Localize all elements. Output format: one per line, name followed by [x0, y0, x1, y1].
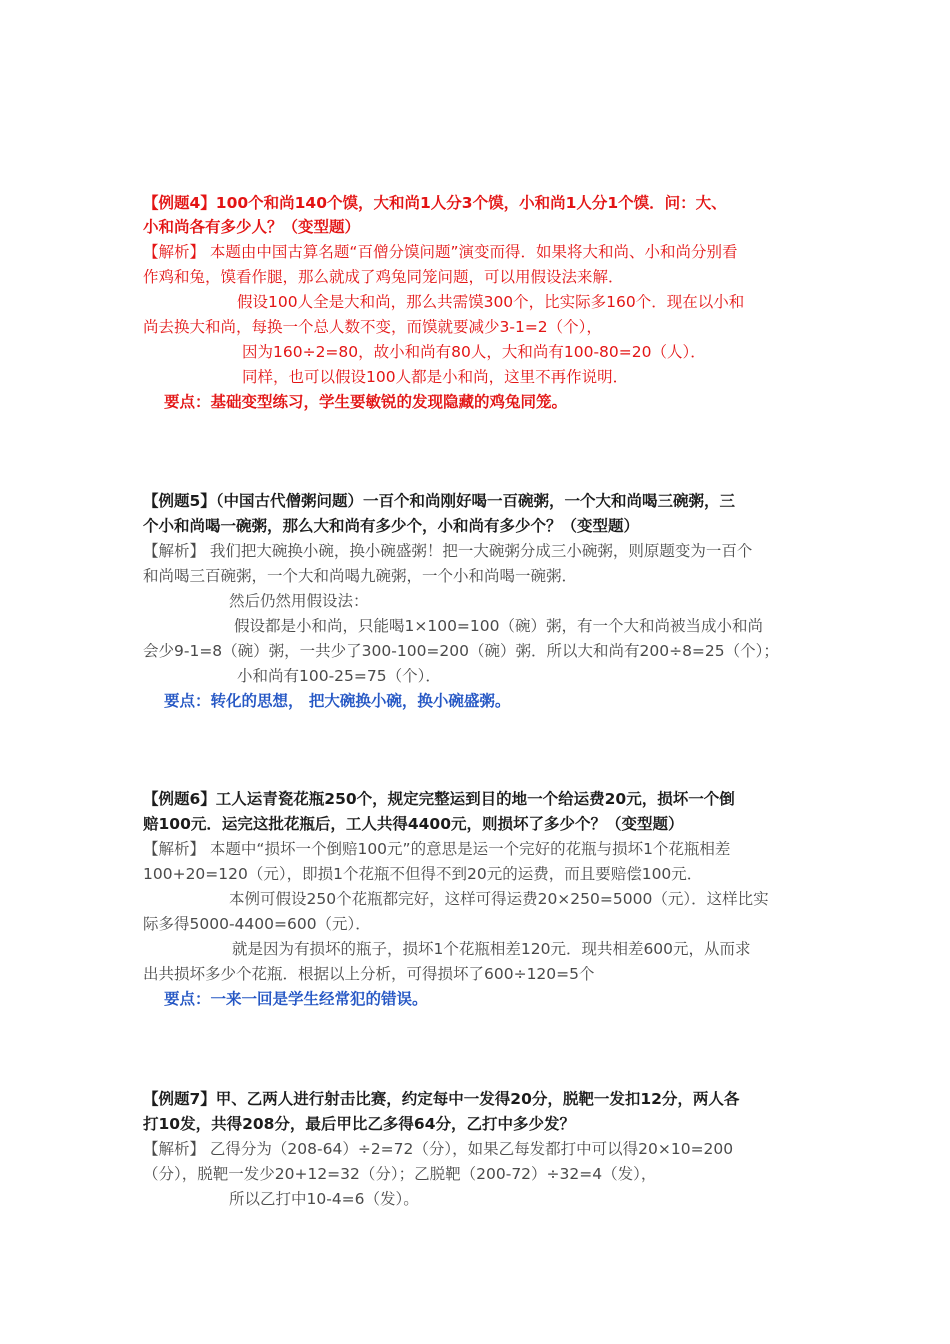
- ex6-key-point: 要点：一来一回是学生经常犯的错误。: [164, 990, 428, 1008]
- ex4-solution-line-4: 尚去换大和尚，每换一个总人数不变，而馍就要减少3-1=2（个），: [143, 318, 602, 336]
- ex4-solution-line-2: 作鸡和兔，馍看作腿，那么就成了鸡兔同笼问题，可以用假设法来解．: [143, 268, 624, 286]
- ex4-solution-line-6: 同样，也可以假设100人都是小和尚，这里不再作说明．: [242, 368, 629, 386]
- ex7-question-line-1: 【例题7】甲、乙两人进行射击比赛，约定每中一发得20分，脱靶一发扣12分，两人各: [143, 1090, 740, 1108]
- ex5-key-point: 要点：转化的思想， 把大碗换小碗，换小碗盛粥。: [164, 692, 511, 710]
- ex6-solution-line-6: 出共损坏多少个花瓶．根据以上分析，可得损坏了600÷120=5个: [143, 965, 595, 983]
- ex6-solution-line-5: 就是因为有损坏的瓶子，损坏1个花瓶相差120元．现共相差600元，从而求: [232, 940, 751, 958]
- ex7-solution-line-3: 所以乙打中10-4=6（发）。: [229, 1190, 419, 1208]
- ex5-solution-line-5: 会少9-1=8（碗）粥，一共少了300-100=200（碗）粥．所以大和尚有200÷8=25（个）；: [143, 642, 779, 660]
- ex4-question-line-1: 【例题4】100个和尚140个馍，大和尚1人分3个馍，小和尚1人分1个馍．问：大、: [143, 194, 727, 212]
- ex5-solution-line-3: 然后仍然用假设法：: [229, 592, 369, 610]
- ex5-question-line-1: 【例题5】（中国古代僧粥问题）一百个和尚刚好喝一百碗粥，一个大和尚喝三碗粥，三: [143, 492, 736, 510]
- ex6-question-line-1: 【例题6】工人运青瓷花瓶250个，规定完整运到目的地一个给运费20元，损坏一个倒: [143, 790, 735, 808]
- ex6-solution-line-1: 【解析】 本题中“损坏一个倒赔100元”的意思是运一个完好的花瓶与损坏1个花瓶相差: [143, 840, 731, 858]
- ex4-solution-line-1: 【解析】 本题由中国古算名题“百僧分馍问题”演变而得．如果将大和尚、小和尚分别看: [143, 243, 738, 261]
- ex4-solution-line-5: 因为160÷2=80，故小和尚有80人，大和尚有100-80=20（人）．: [242, 343, 706, 361]
- ex5-solution-line-1: 【解析】 我们把大碗换小碗，换小碗盛粥！把一大碗粥分成三小碗粥，则原题变为一百个: [143, 542, 753, 560]
- ex6-solution-line-3: 本例可假设250个花瓶都完好，这样可得运费20×250=5000（元）．这样比实: [229, 890, 769, 908]
- ex6-solution-line-4: 际多得5000-4400=600（元）．: [143, 915, 371, 933]
- ex5-question-line-2: 个小和尚喝一碗粥，那么大和尚有多少个，小和尚有多少个？（变型题）: [143, 517, 640, 535]
- ex5-solution-line-4: 假设都是小和尚，只能喝1×100=100（碗）粥，有一个大和尚被当成小和尚: [234, 617, 764, 635]
- ex7-solution-line-1: 【解析】 乙得分为（208-64）÷2=72（分），如果乙每发都打中可以得20×10=200: [143, 1140, 734, 1158]
- ex4-question-line-2: 小和尚各有多少人？（变型题）: [143, 218, 361, 236]
- ex7-solution-line-2: （分），脱靶一发少20+12=32（分）；乙脱靶（200-72）÷32=4（发），: [143, 1165, 657, 1183]
- ex5-solution-line-6: 小和尚有100-25=75（个）．: [237, 667, 441, 685]
- ex4-key-point: 要点：基础变型练习，学生要敏锐的发现隐藏的鸡兔同笼。: [164, 393, 568, 411]
- ex6-question-line-2: 赔100元．运完这批花瓶后，工人共得4400元，则损坏了多少个？（变型题）: [143, 815, 684, 833]
- ex6-solution-line-2: 100+20=120（元），即损1个花瓶不但得不到20元的运费，而且要赔偿100元．: [143, 865, 703, 883]
- ex7-question-line-2: 打10发，共得208分，最后甲比乙多得64分，乙打中多少发？: [143, 1115, 575, 1133]
- ex4-solution-line-3: 假设100人全是大和尚，那么共需馍300个，比实际多160个．现在以小和: [237, 293, 745, 311]
- ex5-solution-line-2: 和尚喝三百碗粥，一个大和尚喝九碗粥，一个小和尚喝一碗粥．: [143, 567, 578, 585]
